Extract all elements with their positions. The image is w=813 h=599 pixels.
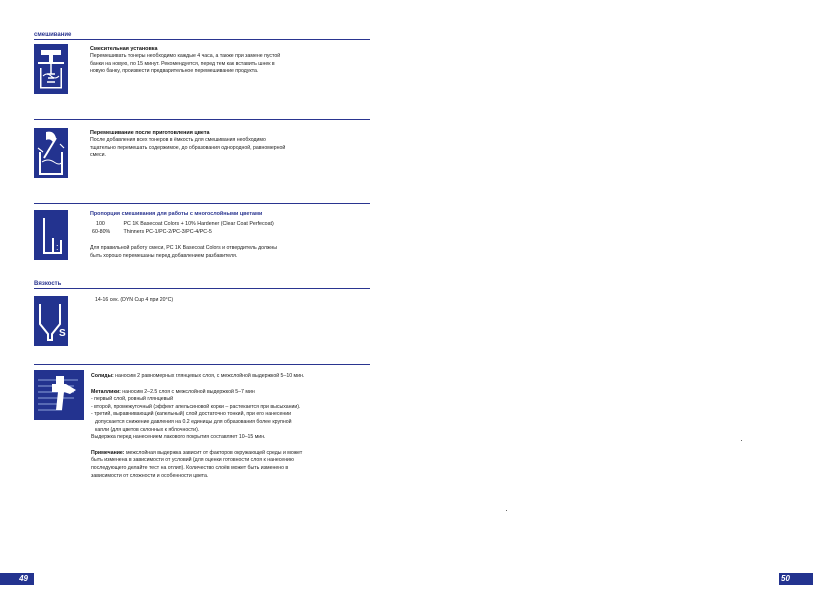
text-line: новую банку, произвести предварительное перемешивание продукта. [90,68,259,75]
section-label-viscosity: Вязкость [34,281,62,287]
mix-ratio-row [90,221,274,229]
mix-ratio-table [90,221,274,236]
section-label-mixing: смешивание [34,32,72,38]
text-line: - второй, промежуточный (эффект апельсиновой корки – растекается при высыхании). [91,403,301,410]
text-line: допускается снижение давления на 0.2 единицы для образования более крупной [95,418,292,425]
block-title-mix-ratio: Пропорция смешивания для работы с многослойными цветами [90,211,263,217]
section-divider [34,39,370,40]
block-divider [34,203,370,204]
text-line: - третий, выравнивающий (капельный) слой достаточно тонкий, при его нанесении [91,411,292,418]
note-label: Примечание: [91,449,125,456]
scan-speck [506,510,507,511]
solid-text: наносим 2 равномерных глянцевых слоя, с межслойной выдержкой 5–10 мин. [113,373,305,379]
section-divider [34,288,370,289]
viscosity-value: 14-16 сек. (DYN Cup 4 при 20°C) [95,297,174,303]
block-title-after-color: Перемешивание после приготовления цвета [90,130,210,136]
text-line: последующего делайте тест на отлип). Количество слоёв может быть изменено в [91,464,289,471]
mix-component: Thinners PC-1/PC-2/PC-3/PC-4/PC-5 [123,228,212,235]
block-body-after-color [90,137,285,160]
svg-text:S: S [59,328,66,339]
text-line: Выдержка перед нанесением лакового покрытия составляет 10–15 мин. [91,434,266,441]
page-number-left: 49 [0,573,34,585]
text-line: зависимости от сложности и особенности цвета. [91,472,209,479]
block-body-mixing-unit [90,53,280,76]
metallic-text: наносим 2–2.5 слоя с межслойной выдержкой 5–7 мин [120,388,255,395]
mix-component: PC 1K Basecoat Colors + 10% Hardener (Clear Coat Perfecoat) [123,221,274,227]
mix-amount: 100 [96,221,105,227]
svg-text::: : [56,242,59,252]
text-line: быть хорошо перемешаны перед добавлением разбавителя. [90,252,238,259]
mixing-ratio-icon [34,210,68,260]
metallic-label: Металлики: [91,388,121,395]
note-text: межслойная выдержка зависит от факторов окружающей среды и может [124,449,303,456]
text-line: банки на новую, по 15 минут. Рекомендуется, перед тем как вставить шнек в [90,60,275,67]
mixing-machine-icon [34,44,68,94]
mix-amount: 60-80% [92,228,111,235]
scan-speck [741,440,742,441]
solid-line [91,373,304,381]
block-divider [34,119,370,120]
mix-ratio-row [90,229,274,237]
block-divider [34,364,370,365]
text-line: тщательно перемешать содержимое, до образования однородной, равномерной [90,144,286,151]
solid-label: Солиды: [91,373,114,379]
text-line: Для правильной работу смеси, PC 1K Basecoat Colors и отвердитель должны [90,245,278,251]
text-line: Перемешивать тонеры необходимо каждые 4 часа, а также при замене пустой [90,53,281,59]
text-line: капли (для цветов склонных к яблочности). [95,426,200,433]
viscosity-cup-icon [34,296,68,346]
hand-stirring-icon [34,128,68,178]
text-line: смеси. [90,152,106,159]
text-line: быть изменена в зависимости от условий (для оценки готовности слоя к нанесению [91,457,294,464]
spray-gun-icon [34,370,84,420]
page-number-right: 50 [779,573,813,585]
text-line: - первый слой, ровный глянцевый [91,396,174,403]
block-title-mixing-unit: Смесительная установка [90,46,158,52]
block-body-mix-ratio [90,245,277,260]
block-body-application [91,373,304,480]
text-line: После добавления всех тонеров в ёмкость для смешивания необходимо [90,137,266,143]
